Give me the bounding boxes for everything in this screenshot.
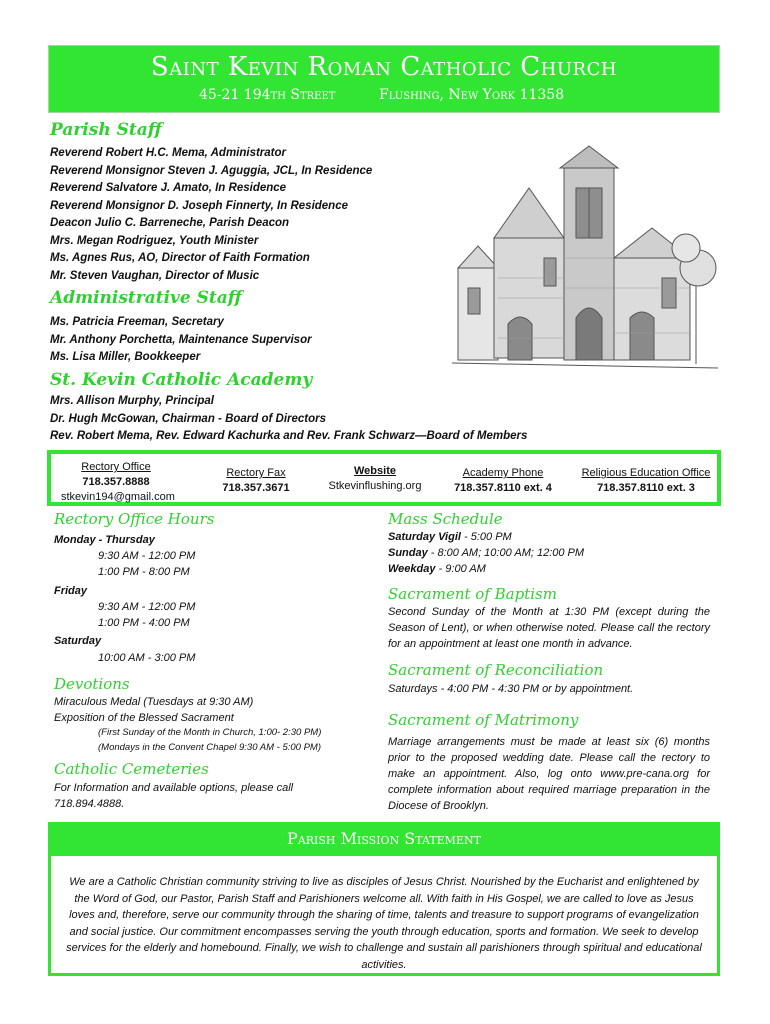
header-banner [48, 45, 720, 113]
baptism-heading: Sacrament of Baptism [388, 585, 557, 603]
staff-member: Reverend Monsignor D. Joseph Finnerty, In Residence [50, 199, 348, 212]
rectory-fax-cell [201, 466, 311, 496]
mass-vigil-label: Saturday Vigil [388, 531, 461, 543]
cemeteries-text: For Information and available options, please call [54, 782, 294, 794]
devotions-heading: Devotions [54, 675, 130, 693]
matrimony-heading: Sacrament of Matrimony [388, 711, 579, 729]
website-link[interactable]: Stkevinflushing.org [328, 480, 422, 492]
website-cell [311, 464, 439, 494]
parish-staff-heading: Parish Staff [50, 120, 162, 140]
rectory-fax-label: Rectory Fax [226, 467, 286, 479]
academy-phone-cell [441, 466, 565, 496]
academy-member: Dr. Hugh McGowan, Chairman - Board of Directors [50, 412, 327, 425]
parish-staff-list [50, 145, 372, 285]
reconciliation-text: Saturdays - 4:00 PM - 4:30 PM or by appointment. [388, 683, 634, 695]
staff-member: Ms. Agnes Rus, AO, Director of Faith Formation [50, 252, 310, 264]
reconciliation-heading: Sacrament of Reconciliation [388, 661, 604, 679]
religious-ed-cell [571, 466, 721, 496]
church-illustration [452, 128, 718, 388]
staff-member: Reverend Salvatore J. Amato, In Residence [50, 182, 287, 194]
mission-heading: Parish Mission Statement [287, 829, 481, 848]
admin-staff-list [50, 314, 312, 367]
street-address: 45-21 194th Street [199, 87, 336, 103]
friday-hours-2: 1:00 PM - 4:00 PM [98, 617, 190, 629]
staff-member: Mr. Steven Vaughan, Director of Music [50, 269, 260, 282]
mass-sunday-label: Sunday [388, 547, 428, 559]
friday-label: Friday [54, 585, 88, 597]
staff-member: Deacon Julio C. Barreneche, Parish Deacon [50, 217, 290, 229]
rectory-office-phone[interactable]: 718.357.8888 [82, 476, 150, 488]
academy-phone-label: Academy Phone [462, 467, 544, 479]
matrimony-text: Marriage arrangements must be made at least six (6) months prior to the proposed wedding date. Please call the rectory to make an appointment. Also, log onto www.pre-cana.org for complete information about required marriage preparation in the Diocese of Brooklyn. [388, 736, 710, 812]
religious-ed-value[interactable]: 718.357.8110 ext. 3 [597, 482, 695, 494]
academy-phone-value[interactable]: 718.357.8110 ext. 4 [454, 482, 552, 494]
staff-member: Mrs. Megan Rodriguez, Youth Minister [50, 234, 259, 247]
staff-member: Ms. Lisa Miller, Bookkeeper [50, 351, 201, 363]
devotion-exposition-church: (First Sunday of the Month in Church, 1:00- 2:30 PM) [98, 727, 322, 738]
mass-vigil-time: - 5:00 PM [460, 531, 512, 543]
baptism-text: Second Sunday of the Month at 1:30 PM (except during the Season of Lent), or when otherwise noted. Please call the rectory for an appointment at least one month in advance. [388, 606, 710, 650]
academy-heading: St. Kevin Catholic Academy [50, 370, 313, 390]
mass-weekday-label: Weekday [388, 563, 436, 575]
academy-member: Rev. Robert Mema, Rev. Edward Kachurka and Rev. Frank Schwarz—Board of Members [50, 430, 528, 442]
devotion-miraculous-medal: Miraculous Medal (Tuesdays at 9:30 AM) [54, 696, 254, 708]
mission-box [48, 856, 720, 976]
cemeteries-heading: Catholic Cemeteries [54, 760, 209, 778]
mass-schedule-heading: Mass Schedule [388, 510, 503, 528]
religious-ed-label: Religious Education Office [581, 467, 711, 479]
church-title: Saint Kevin Roman Catholic Church [150, 52, 618, 82]
devotion-exposition: Exposition of the Blessed Sacrament [54, 712, 234, 724]
mass-weekday-time: - 9:00 AM [435, 563, 486, 575]
mission-banner [48, 822, 720, 856]
academy-list [50, 393, 527, 446]
mon-thu-hours-1: 9:30 AM - 12:00 PM [98, 550, 196, 562]
staff-member: Reverend Robert H.C. Mema, Administrator [50, 147, 287, 159]
mass-sunday [388, 545, 584, 561]
staff-member: Ms. Patricia Freeman, Secretary [50, 316, 224, 328]
mon-thu-label: Monday - Thursday [54, 534, 155, 546]
saturday-hours: 10:00 AM - 3:00 PM [98, 652, 196, 664]
academy-member: Mrs. Allison Murphy, Principal [50, 395, 215, 407]
website-label: Website [354, 465, 396, 477]
mission-text: We are a Catholic Christian community striving to live as disciples of Jesus Christ. Nourished by the Eucharist and enlightened by the Word of God, our Pastor, Parish Staff and Parishioners welcome all. With faith in His Gospel, we are called to love as Jesus loves and, therefore, serve our community through the sharing of time, talents and treasure to support programs of evangelization and social justice. Our commitment encompasses serving the youth through education, sports and formation. We seek to develop services for the elderly and homebound. Finally, we wish to challenge and sustain all parishioners through spiritual and educational activities. [66, 876, 702, 971]
contact-box [47, 450, 721, 506]
admin-staff-heading: Administrative Staff [50, 288, 242, 308]
rectory-office-cell [61, 460, 175, 505]
saturday-label: Saturday [54, 635, 102, 647]
staff-member: Reverend Monsignor Steven J. Aguggia, JCL, In Residence [50, 164, 373, 177]
cemeteries-phone[interactable]: 718.894.4888. [54, 798, 125, 810]
rectory-office-label: Rectory Office [81, 461, 151, 473]
office-hours-heading: Rectory Office Hours [54, 510, 215, 528]
mon-thu-hours-2: 1:00 PM - 8:00 PM [98, 566, 190, 578]
devotion-exposition-chapel: (Mondays in the Convent Chapel 9:30 AM - 5:00 PM) [98, 742, 322, 753]
mass-vigil [388, 529, 512, 545]
city-address: Flushing, New York 11358 [379, 87, 565, 103]
rectory-fax-value: 718.357.3671 [222, 482, 290, 494]
mass-weekday [388, 561, 486, 577]
rectory-office-email[interactable]: stkevin194@gmail.com [61, 491, 175, 503]
staff-member: Mr. Anthony Porchetta, Maintenance Supervisor [50, 333, 312, 346]
mass-sunday-time: - 8:00 AM; 10:00 AM; 12:00 PM [427, 547, 585, 559]
friday-hours-1: 9:30 AM - 12:00 PM [98, 601, 196, 613]
